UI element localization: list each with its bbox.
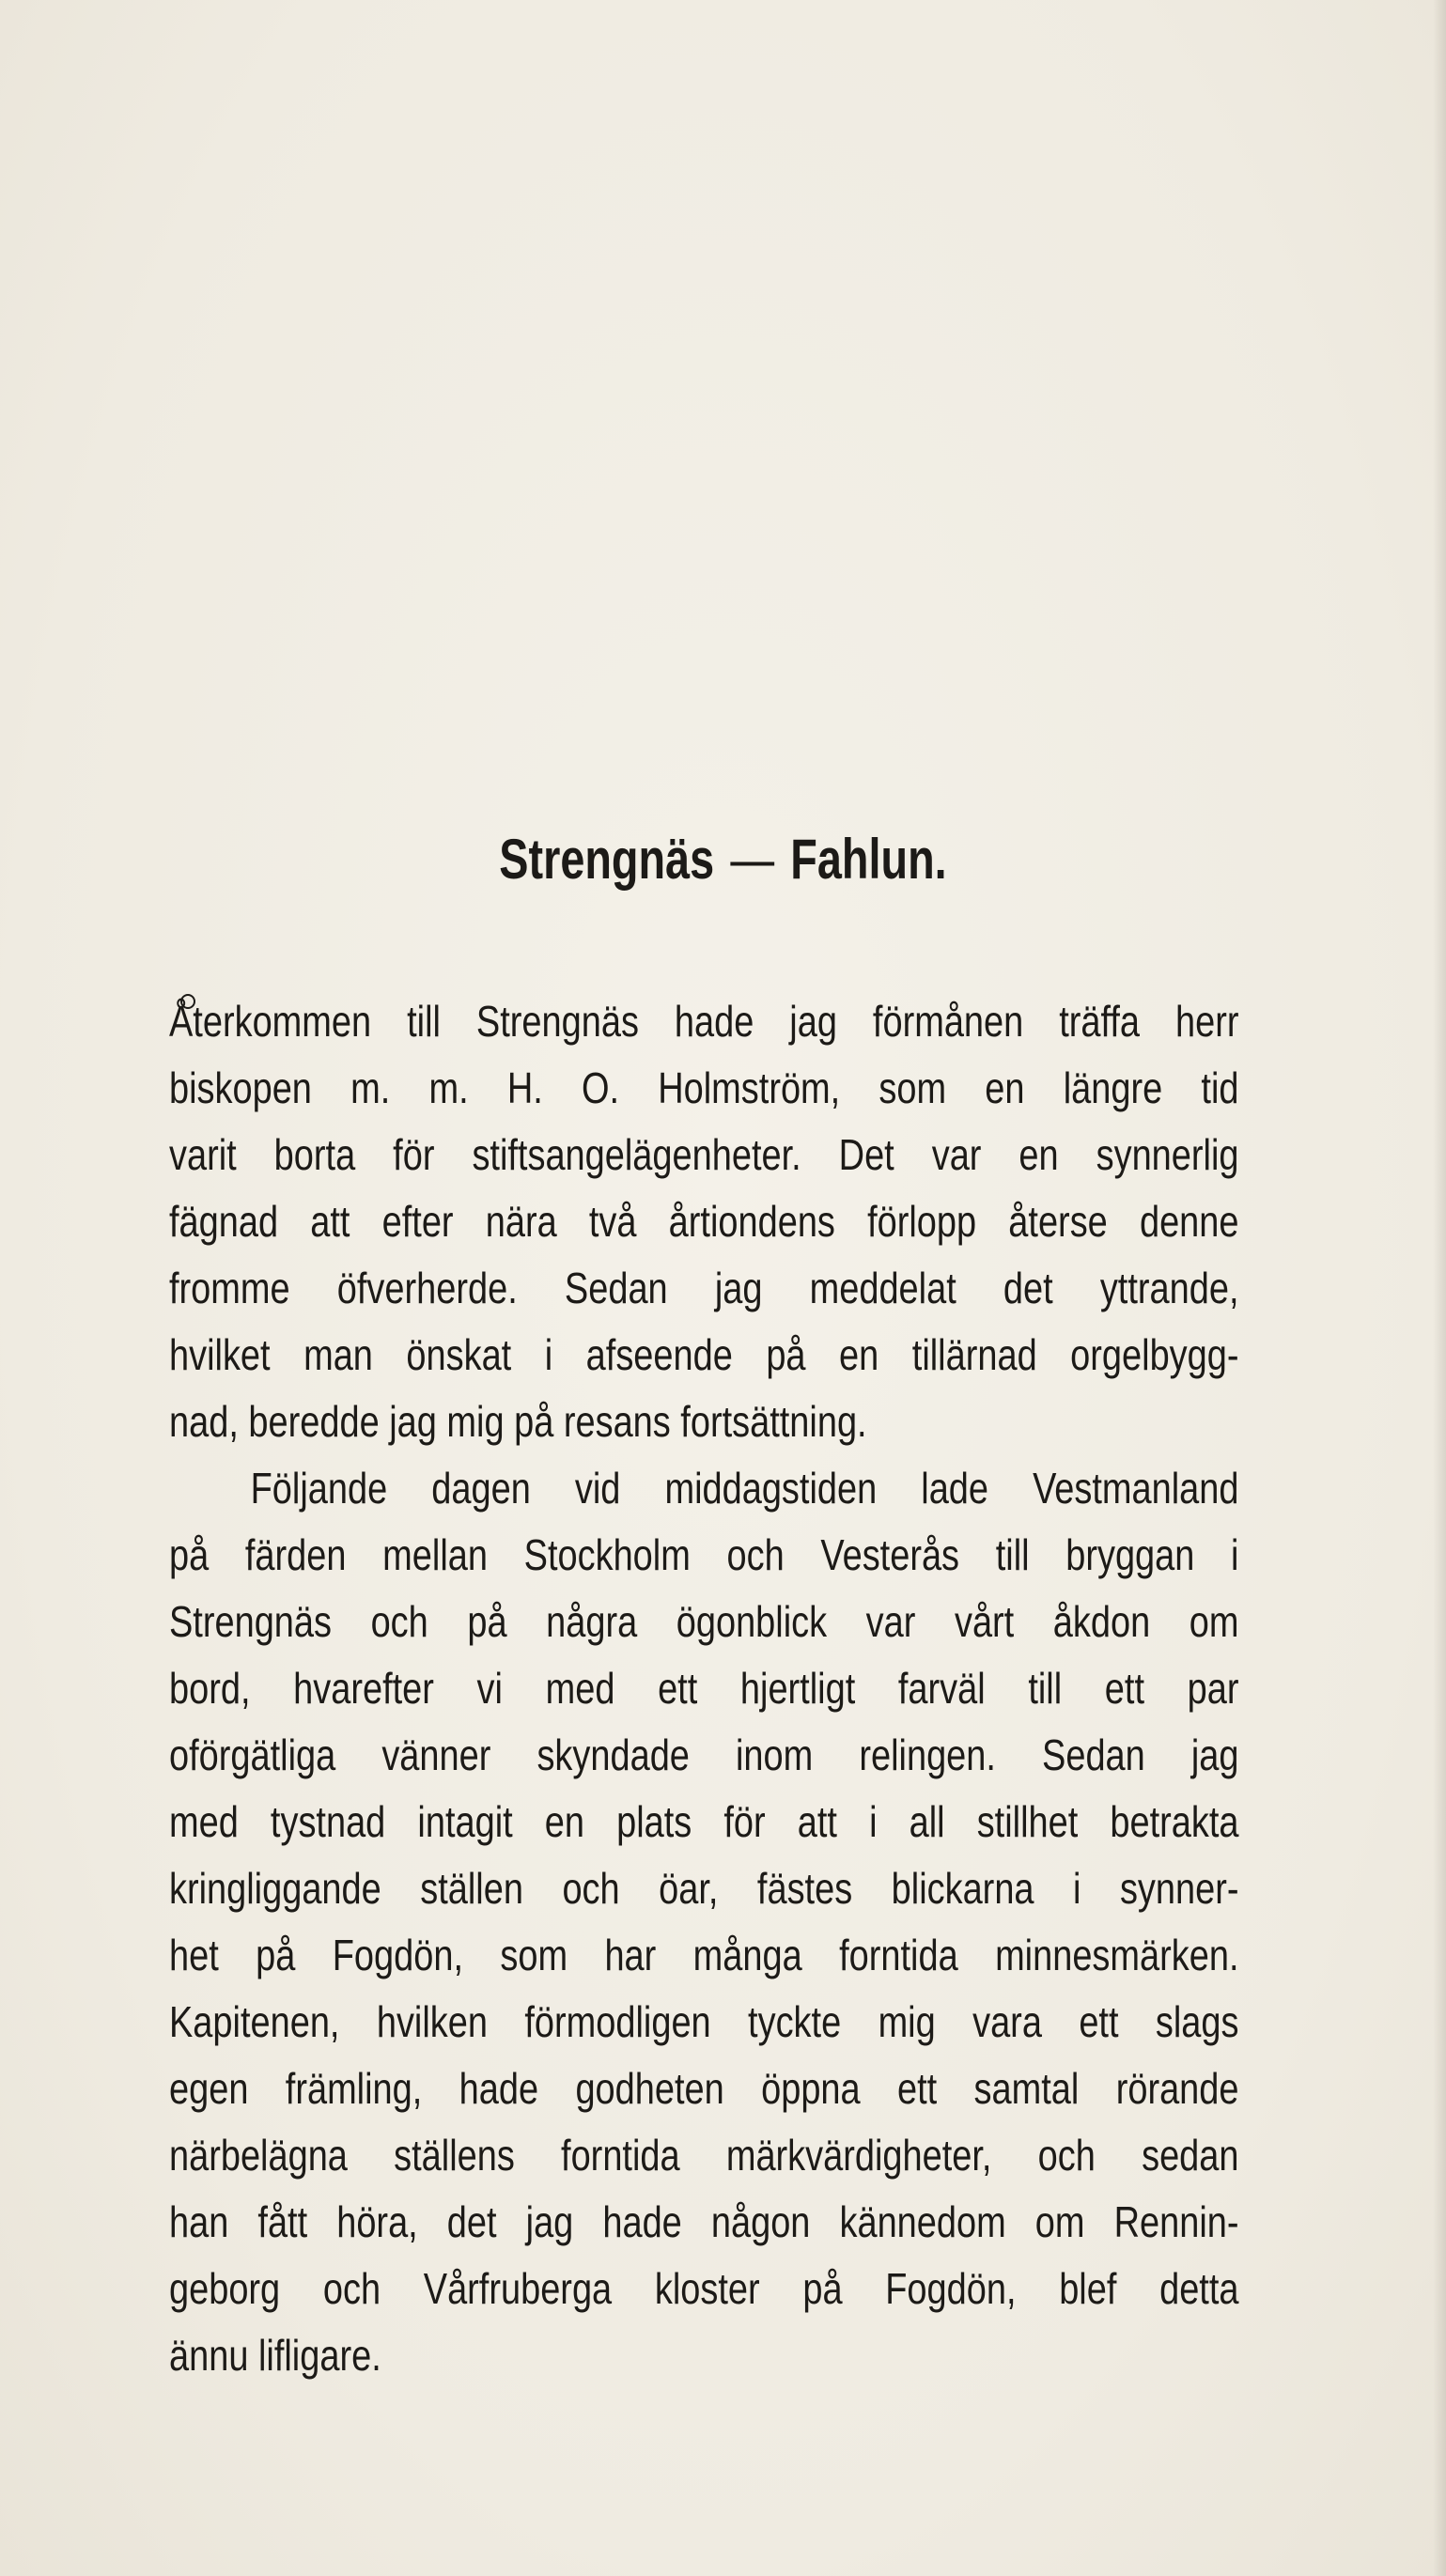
heading-dash: — [730,828,775,891]
text-line: närbelägna ställens forntida märkvärdigheter, och sedan [169,2131,1239,2180]
text-line: biskopen m. m. H. O. Holmström, som en längre tid [169,1063,1239,1112]
paragraph-2 [169,1455,1239,2389]
text-line: fägnad att efter nära två årtiondens förlopp återse denne [169,1197,1239,1246]
text-line: på färden mellan Stockholm och Vesterås till bryggan i [169,1530,1239,1579]
text-line: fromme öfverherde. Sedan jag meddelat det yttrande, [169,1264,1239,1312]
heading-left: Strengnäs [499,828,715,891]
page-edge-shadow [1433,0,1446,2576]
text-line: Kapitenen, hvilken förmodligen tyckte mig vara ett slags [169,1997,1239,2046]
text-line: bord, hvarefter vi med ett hjertligt farväl till ett par [169,1664,1239,1713]
text-line: egen främling, hade godheten öppna ett samtal rörande [169,2064,1239,2113]
text-line: han fått höra, det jag hade någon kännedom om Rennin- [169,2197,1239,2246]
text-line: nad, beredde jag mig på resans fortsättning. [169,1397,867,1446]
text-line: kringliggande ställen och öar, fästes blickarna i synner- [169,1864,1239,1913]
chapter-heading [159,827,1286,892]
paragraph-1 [169,988,1239,1455]
text-line: het på Fogdön, som har många forntida minnesmärken. [169,1931,1239,1979]
text-line: Strengnäs och på några ögonblick var vårt åkdon om [169,1597,1239,1646]
text-line: oförgätliga vänner skyndade inom relingen. Sedan jag [169,1730,1239,1779]
text-line: Följande dagen vid middagstiden lade Vestmanland [250,1464,1239,1513]
text-line: hvilket man önskat i afseende på en tillärnad orgelbygg- [169,1330,1239,1379]
text-line: geborg och Vårfruberga kloster på Fogdön, blef detta [169,2264,1239,2313]
text-line: ännu lifligare. [169,2331,381,2380]
body-text [169,988,1239,2389]
text-line: Återkommen till Strengnäs hade jag förmånen träffa herr [169,997,1239,1046]
heading-right: Fahlun. [790,828,947,891]
text-line: varit borta för stiftsangelägenheter. Det var en synnerlig [169,1130,1239,1179]
text-line: med tystnad intagit en plats för att i all stillhet betrakta [169,1797,1239,1846]
